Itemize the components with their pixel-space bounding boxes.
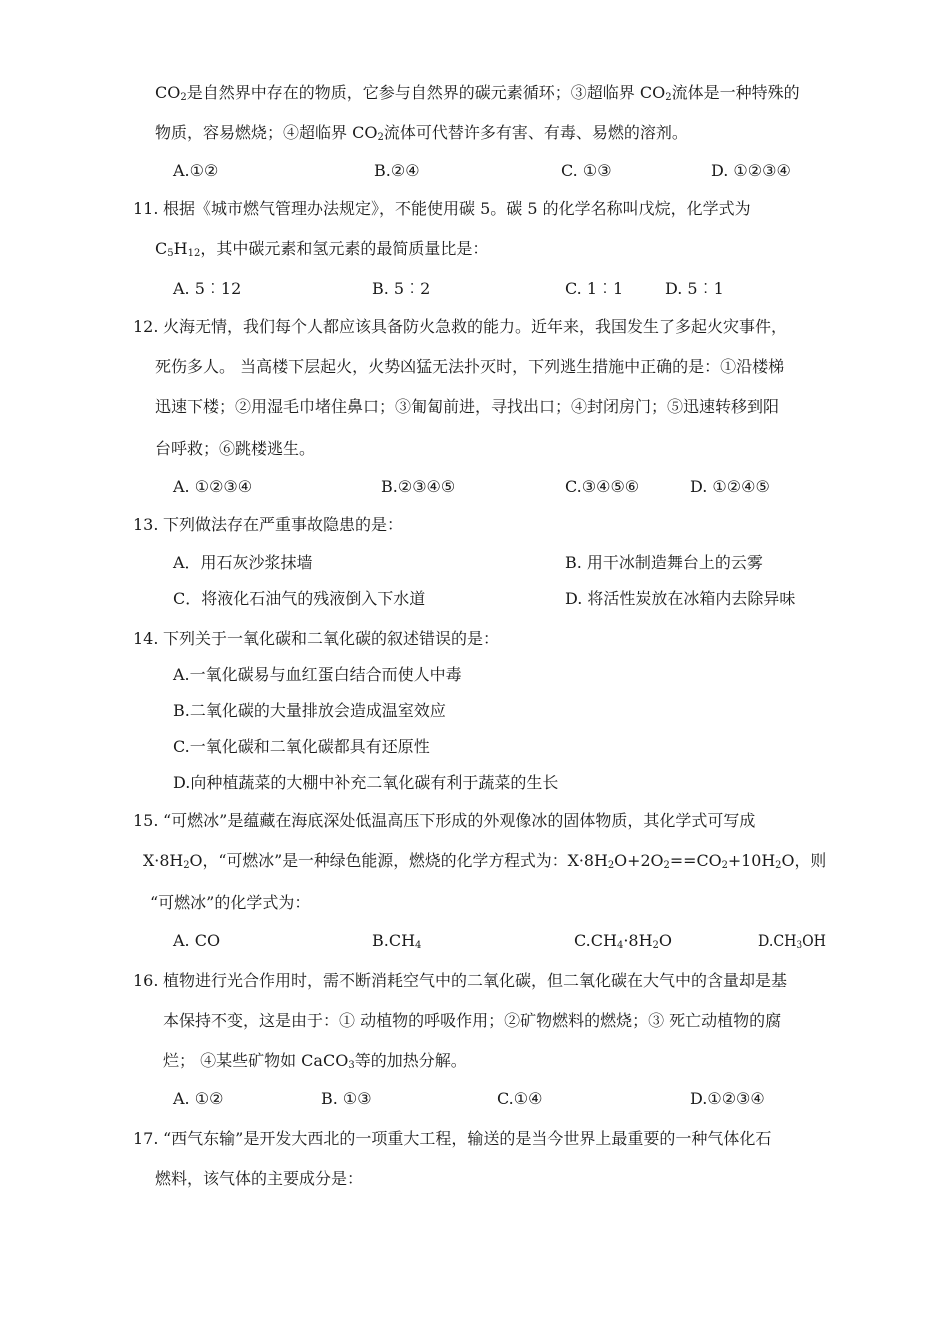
- q10-option-d[interactable]: D. ①②③④: [711, 161, 791, 180]
- q17-line-1: “西气东输”是开发大西北的一项重大工程，输送的是当今世界上最重要的一种气体化石: [163, 1129, 772, 1148]
- q12-option-a[interactable]: A. ①②③④: [173, 477, 253, 496]
- q11-option-a[interactable]: A. 5︰12: [173, 279, 242, 298]
- q15-number: 15.: [133, 811, 159, 830]
- q12-line-3: 迅速下楼；②用湿毛巾堵住鼻口；③匍匐前进，寻找出口；④封闭房门；⑤迅速转移到阳: [155, 397, 780, 416]
- q15-line-1: “可燃冰”是蕴藏在海底深处低温高压下形成的外观像冰的固体物质，其化学式可写成: [163, 811, 756, 830]
- q14-number: 14.: [133, 629, 159, 648]
- q13-option-d[interactable]: D. 将活性炭放在冰箱内去除异味: [565, 589, 796, 608]
- q11-option-c[interactable]: C. 1︰1: [565, 279, 624, 298]
- q12-option-b[interactable]: B.②③④⑤: [381, 477, 456, 496]
- q13-option-b[interactable]: B. 用干冰制造舞台上的云雾: [565, 553, 763, 572]
- q16-option-c[interactable]: C.①④: [497, 1089, 543, 1108]
- q11-line-1: 根据《城市燃气管理办法规定》，不能使用碳 5。碳 5 的化学名称叫戊烷，化学式为: [163, 199, 751, 218]
- q12-line-4: 台呼救；⑥跳楼逃生。: [155, 439, 316, 458]
- q10-line-1: $CO_2$是自然界中存在的物质，它参与自然界的碳元素循环；③超临界 $CO_2$流体是一种特殊的: [155, 83, 800, 103]
- q17-number: 17.: [133, 1129, 159, 1148]
- q15-option-b[interactable]: $B.CH_4$: [372, 931, 422, 951]
- q14-option-a[interactable]: A.一氧化碳易与血红蛋白结合而使人中毒: [173, 665, 462, 684]
- q15-line-3: “可燃冰”的化学式为：: [150, 893, 311, 912]
- q11-number: 11.: [133, 199, 159, 218]
- q14-option-d[interactable]: D.向种植蔬菜的大棚中补充二氧化碳有利于蔬菜的生长: [173, 773, 559, 792]
- q15-option-d[interactable]: $D.CH_3OH$: [758, 931, 826, 951]
- q15-option-c[interactable]: $C.CH_4\cdot 8H_2O$: [574, 931, 673, 951]
- q10-option-c[interactable]: C. ①③: [561, 161, 612, 180]
- q16-option-b[interactable]: B. ①③: [321, 1089, 372, 1108]
- q15-line-2: $X\cdot 8H_2O$，“可燃冰”是一种绿色能源，燃烧的化学方程式为：$X\cdot 8H_2O+2O_2==CO_2+10H_2O$，则: [143, 851, 827, 871]
- q16-option-d[interactable]: D.①②③④: [690, 1089, 765, 1108]
- q12-option-c[interactable]: C.③④⑤⑥: [565, 477, 640, 496]
- q13-number: 13.: [133, 515, 159, 534]
- q12-number: 12.: [133, 317, 159, 336]
- q11-line-2: $C_5H_{12}$，其中碳元素和氢元素的最简质量比是：: [155, 239, 489, 259]
- q11-option-d[interactable]: D. 5︰1: [665, 279, 724, 298]
- q16-line-3: 烂； ④某些矿物如 CaCO$_3$等的加热分解。: [163, 1051, 467, 1071]
- q11-option-b[interactable]: B. 5︰2: [372, 279, 431, 298]
- q16-option-a[interactable]: A. ①②: [173, 1089, 224, 1108]
- q16-number: 16.: [133, 971, 159, 990]
- q10-option-a[interactable]: A.①②: [173, 161, 219, 180]
- q12-line-1: 火海无情，我们每个人都应该具备防火急救的能力。近年来，我国发生了多起火灾事件，: [163, 317, 788, 336]
- q12-option-d[interactable]: D. ①②④⑤: [690, 477, 770, 496]
- q13-option-a[interactable]: A．用石灰沙浆抹墙: [173, 553, 313, 572]
- q12-line-2: 死伤多人。 当高楼下层起火，火势凶猛无法扑灭时，下列逃生措施中正确的是：①沿楼梯: [155, 357, 785, 376]
- q10-line-2: 物质，容易燃烧；④超临界 $CO_2$流体可代替许多有害、有毒、易燃的溶剂。: [155, 123, 688, 143]
- q16-line-1: 植物进行光合作用时，需不断消耗空气中的二氧化碳，但二氧化碳在大气中的含量却是基: [163, 971, 788, 990]
- q16-line-2: 本保持不变，这是由于：① 动植物的呼吸作用；②矿物燃料的燃烧；③ 死亡动植物的腐: [163, 1011, 782, 1030]
- q17-line-2: 燃料，该气体的主要成分是：: [155, 1169, 364, 1188]
- q15-option-a[interactable]: A. CO: [173, 931, 221, 950]
- q14-option-c[interactable]: C.一氧化碳和二氧化碳都具有还原性: [173, 737, 430, 756]
- q13-option-c[interactable]: C．将液化石油气的残液倒入下水道: [173, 589, 426, 608]
- q14-option-b[interactable]: B.二氧化碳的大量排放会造成温室效应: [173, 701, 446, 720]
- q14-stem: 下列关于一氧化碳和二氧化碳的叙述错误的是：: [163, 629, 500, 648]
- q13-stem: 下列做法存在严重事故隐患的是：: [163, 515, 404, 534]
- q10-option-b[interactable]: B.②④: [374, 161, 420, 180]
